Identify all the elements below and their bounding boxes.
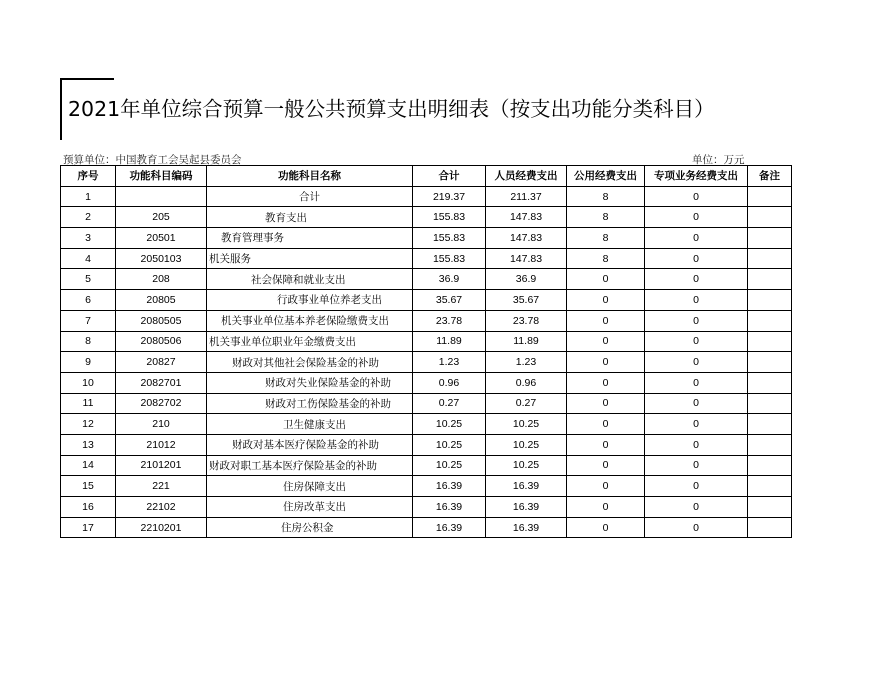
cell-no: 14 <box>61 455 116 476</box>
cell-note <box>748 269 792 290</box>
cell-personnel: 147.83 <box>486 207 567 228</box>
cell-personnel: 11.89 <box>486 331 567 352</box>
cell-note <box>748 476 792 497</box>
table-row <box>61 228 792 249</box>
cell-public: 0 <box>567 269 645 290</box>
cell-special: 0 <box>645 372 748 393</box>
cell-personnel: 23.78 <box>486 310 567 331</box>
table-row <box>61 269 792 290</box>
cell-public: 0 <box>567 393 645 414</box>
cell-name: 行政事业单位养老支出 <box>207 290 413 311</box>
cell-no: 16 <box>61 497 116 518</box>
cell-total: 219.37 <box>413 186 486 207</box>
cell-public: 0 <box>567 290 645 311</box>
cell-public: 0 <box>567 517 645 538</box>
cell-no: 6 <box>61 290 116 311</box>
cell-no: 9 <box>61 352 116 373</box>
cell-no: 4 <box>61 248 116 269</box>
cell-personnel: 10.25 <box>486 434 567 455</box>
cell-no: 7 <box>61 310 116 331</box>
table-row <box>61 248 792 269</box>
cell-personnel: 211.37 <box>486 186 567 207</box>
cell-code: 2082701 <box>116 372 207 393</box>
cell-note <box>748 517 792 538</box>
cell-personnel: 0.96 <box>486 372 567 393</box>
budget-unit-label: 预算单位：中国教育工会吴起县委员会 <box>63 154 242 166</box>
cell-special: 0 <box>645 455 748 476</box>
cell-special: 0 <box>645 310 748 331</box>
cell-no: 8 <box>61 331 116 352</box>
cell-no: 17 <box>61 517 116 538</box>
cell-public: 0 <box>567 455 645 476</box>
cell-code: 221 <box>116 476 207 497</box>
cell-personnel: 16.39 <box>486 476 567 497</box>
cell-note <box>748 497 792 518</box>
cell-no: 13 <box>61 434 116 455</box>
cell-total: 36.9 <box>413 269 486 290</box>
cell-name: 住房公积金 <box>207 517 413 538</box>
cell-special: 0 <box>645 331 748 352</box>
cell-special: 0 <box>645 434 748 455</box>
header-total: 合计 <box>413 166 486 187</box>
cell-name: 财政对工伤保险基金的补助 <box>207 393 413 414</box>
header-name: 功能科目名称 <box>207 166 413 187</box>
cell-no: 10 <box>61 372 116 393</box>
table-row <box>61 414 792 435</box>
cell-special: 0 <box>645 290 748 311</box>
cell-no: 11 <box>61 393 116 414</box>
cell-name: 财政对其他社会保险基金的补助 <box>207 352 413 373</box>
table-row <box>61 455 792 476</box>
header-public: 公用经费支出 <box>567 166 645 187</box>
cell-personnel: 1.23 <box>486 352 567 373</box>
cell-name: 财政对失业保险基金的补助 <box>207 372 413 393</box>
cell-no: 15 <box>61 476 116 497</box>
cell-note <box>748 290 792 311</box>
cell-total: 16.39 <box>413 497 486 518</box>
cell-name: 社会保障和就业支出 <box>207 269 413 290</box>
cell-no: 5 <box>61 269 116 290</box>
cell-special: 0 <box>645 517 748 538</box>
cell-name: 机关事业单位职业年金缴费支出 <box>207 331 413 352</box>
cell-total: 0.96 <box>413 372 486 393</box>
cell-special: 0 <box>645 269 748 290</box>
header-no: 序号 <box>61 166 116 187</box>
cell-total: 0.27 <box>413 393 486 414</box>
cell-code: 20827 <box>116 352 207 373</box>
table-row <box>61 207 792 228</box>
cell-code: 2082702 <box>116 393 207 414</box>
cell-note <box>748 393 792 414</box>
cell-personnel: 10.25 <box>486 414 567 435</box>
cell-code: 21012 <box>116 434 207 455</box>
cell-code: 205 <box>116 207 207 228</box>
cell-code: 208 <box>116 269 207 290</box>
cell-public: 8 <box>567 186 645 207</box>
cell-personnel: 36.9 <box>486 269 567 290</box>
cell-total: 35.67 <box>413 290 486 311</box>
cell-code: 2101201 <box>116 455 207 476</box>
cell-no: 12 <box>61 414 116 435</box>
cell-total: 10.25 <box>413 434 486 455</box>
cell-name: 教育管理事务 <box>207 228 413 249</box>
cell-note <box>748 372 792 393</box>
cell-public: 8 <box>567 207 645 228</box>
budget-table <box>60 165 792 538</box>
cell-special: 0 <box>645 497 748 518</box>
cell-personnel: 10.25 <box>486 455 567 476</box>
cell-name: 合计 <box>207 186 413 207</box>
cell-name: 住房保障支出 <box>207 476 413 497</box>
cell-total: 10.25 <box>413 414 486 435</box>
cell-note <box>748 310 792 331</box>
table-row <box>61 393 792 414</box>
table-row <box>61 372 792 393</box>
cell-no: 3 <box>61 228 116 249</box>
table-row <box>61 290 792 311</box>
cell-note <box>748 228 792 249</box>
cell-total: 16.39 <box>413 476 486 497</box>
table-row <box>61 331 792 352</box>
cell-note <box>748 207 792 228</box>
table-row <box>61 517 792 538</box>
table-row <box>61 476 792 497</box>
table-header-row <box>61 166 792 187</box>
cell-special: 0 <box>645 186 748 207</box>
cell-public: 8 <box>567 248 645 269</box>
cell-total: 155.83 <box>413 228 486 249</box>
cell-name: 教育支出 <box>207 207 413 228</box>
table-row <box>61 352 792 373</box>
cell-total: 16.39 <box>413 517 486 538</box>
cell-total: 10.25 <box>413 455 486 476</box>
header-code: 功能科目编码 <box>116 166 207 187</box>
cell-public: 0 <box>567 434 645 455</box>
header-special: 专项业务经费支出 <box>645 166 748 187</box>
cell-public: 0 <box>567 310 645 331</box>
cell-name: 住房改革支出 <box>207 497 413 518</box>
cell-total: 155.83 <box>413 207 486 228</box>
cell-public: 0 <box>567 414 645 435</box>
cell-name: 财政对职工基本医疗保险基金的补助 <box>207 455 413 476</box>
cell-code: 22102 <box>116 497 207 518</box>
cell-special: 0 <box>645 393 748 414</box>
cell-personnel: 0.27 <box>486 393 567 414</box>
cell-name: 财政对基本医疗保险基金的补助 <box>207 434 413 455</box>
cell-public: 0 <box>567 497 645 518</box>
cell-personnel: 16.39 <box>486 517 567 538</box>
cell-special: 0 <box>645 248 748 269</box>
cell-total: 11.89 <box>413 331 486 352</box>
currency-unit-label: 单位：万元 <box>692 154 745 166</box>
cell-name: 机关事业单位基本养老保险缴费支出 <box>207 310 413 331</box>
cell-note <box>748 434 792 455</box>
table-row <box>61 310 792 331</box>
cell-personnel: 147.83 <box>486 228 567 249</box>
cell-special: 0 <box>645 207 748 228</box>
cell-public: 0 <box>567 352 645 373</box>
cell-personnel: 35.67 <box>486 290 567 311</box>
cell-total: 1.23 <box>413 352 486 373</box>
cell-special: 0 <box>645 352 748 373</box>
cell-note <box>748 186 792 207</box>
cell-code: 20805 <box>116 290 207 311</box>
table-row <box>61 186 792 207</box>
table-row <box>61 497 792 518</box>
cell-special: 0 <box>645 476 748 497</box>
cell-public: 0 <box>567 476 645 497</box>
cell-name: 机关服务 <box>207 248 413 269</box>
corner-mark-horizontal <box>60 78 114 80</box>
page-title: 2021年单位综合预算一般公共预算支出明细表（按支出功能分类科目） <box>68 97 715 121</box>
table-row <box>61 434 792 455</box>
cell-special: 0 <box>645 414 748 435</box>
cell-code: 2080505 <box>116 310 207 331</box>
cell-personnel: 16.39 <box>486 497 567 518</box>
cell-code: 2080506 <box>116 331 207 352</box>
cell-total: 23.78 <box>413 310 486 331</box>
cell-note <box>748 414 792 435</box>
cell-no: 2 <box>61 207 116 228</box>
header-personnel: 人员经费支出 <box>486 166 567 187</box>
cell-note <box>748 248 792 269</box>
cell-special: 0 <box>645 228 748 249</box>
cell-note <box>748 455 792 476</box>
cell-personnel: 147.83 <box>486 248 567 269</box>
header-note: 备注 <box>748 166 792 187</box>
cell-public: 0 <box>567 372 645 393</box>
cell-note <box>748 331 792 352</box>
cell-code: 2210201 <box>116 517 207 538</box>
cell-code <box>116 186 207 207</box>
cell-note <box>748 352 792 373</box>
cell-code: 210 <box>116 414 207 435</box>
cell-public: 8 <box>567 228 645 249</box>
cell-public: 0 <box>567 331 645 352</box>
cell-total: 155.83 <box>413 248 486 269</box>
cell-name: 卫生健康支出 <box>207 414 413 435</box>
corner-mark-vertical <box>60 78 62 140</box>
cell-no: 1 <box>61 186 116 207</box>
cell-code: 20501 <box>116 228 207 249</box>
cell-code: 2050103 <box>116 248 207 269</box>
